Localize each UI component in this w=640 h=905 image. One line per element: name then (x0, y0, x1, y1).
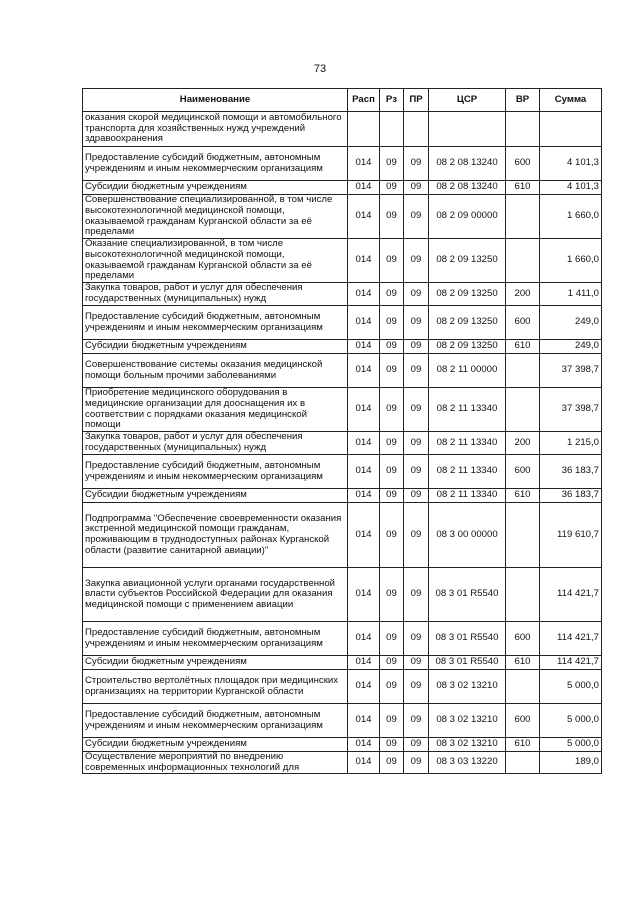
row-csr: 08 3 01 R5540 (429, 568, 506, 622)
row-csr: 08 2 11 13340 (429, 388, 506, 432)
row-pr: 09 (404, 181, 429, 195)
table-row (83, 455, 602, 489)
row-vr (506, 388, 540, 432)
row-vr: 600 (506, 704, 540, 738)
row-csr: 08 2 08 13240 (429, 147, 506, 181)
row-rasp: 014 (348, 306, 380, 340)
row-name: Закупка авиационной услуги органами государственной власти субъектов Российской Федерации для оказания медицинской помощи с применением авиации (83, 568, 348, 622)
row-vr: 610 (506, 738, 540, 752)
table-row (83, 283, 602, 306)
row-rasp: 014 (348, 239, 380, 283)
row-csr: 08 2 09 13250 (429, 239, 506, 283)
row-rasp: 014 (348, 283, 380, 306)
row-csr: 08 2 11 00000 (429, 354, 506, 388)
row-sum: 114 421,7 (540, 656, 602, 670)
row-rasp: 014 (348, 503, 380, 568)
row-rz: 09 (380, 283, 404, 306)
row-rasp: 014 (348, 340, 380, 354)
row-rasp: 014 (348, 354, 380, 388)
row-pr: 09 (404, 656, 429, 670)
row-csr: 08 2 09 00000 (429, 195, 506, 239)
row-rz: 09 (380, 306, 404, 340)
row-pr: 09 (404, 670, 429, 704)
row-vr: 600 (506, 147, 540, 181)
row-pr (404, 112, 429, 147)
row-rasp: 014 (348, 738, 380, 752)
row-pr: 09 (404, 147, 429, 181)
table-header-row (83, 89, 602, 112)
row-csr: 08 2 09 13250 (429, 340, 506, 354)
row-rasp: 014 (348, 455, 380, 489)
table-row (83, 670, 602, 704)
row-vr: 610 (506, 489, 540, 503)
row-rz (380, 112, 404, 147)
row-vr (506, 354, 540, 388)
row-vr: 200 (506, 283, 540, 306)
row-vr (506, 568, 540, 622)
row-sum: 1 411,0 (540, 283, 602, 306)
row-pr: 09 (404, 195, 429, 239)
row-rz: 09 (380, 388, 404, 432)
row-sum: 5 000,0 (540, 738, 602, 752)
row-name: Закупка товаров, работ и услуг для обеспечения государственных (муниципальных) нужд (83, 432, 348, 455)
row-csr: 08 2 09 13250 (429, 283, 506, 306)
row-name: оказания скорой медицинской помощи и автомобильного транспорта для хозяйственных нужд учреждений здравоохранения (83, 112, 348, 147)
row-name: Субсидии бюджетным учреждениям (83, 656, 348, 670)
column-header-name: Наименование (83, 89, 348, 112)
column-header-pr: ПР (404, 89, 429, 112)
row-csr: 08 3 02 13210 (429, 670, 506, 704)
row-rz: 09 (380, 622, 404, 656)
row-csr: 08 3 01 R5540 (429, 656, 506, 670)
row-rasp: 014 (348, 195, 380, 239)
table-row (83, 306, 602, 340)
row-pr: 09 (404, 455, 429, 489)
row-csr: 08 3 00 00000 (429, 503, 506, 568)
row-sum: 1 660,0 (540, 195, 602, 239)
row-rz: 09 (380, 432, 404, 455)
row-sum (540, 112, 602, 147)
row-sum: 5 000,0 (540, 704, 602, 738)
row-csr: 08 2 11 13340 (429, 489, 506, 503)
table-row (83, 147, 602, 181)
row-pr: 09 (404, 622, 429, 656)
table-row (83, 195, 602, 239)
row-vr: 610 (506, 340, 540, 354)
table-row (83, 503, 602, 568)
row-rz: 09 (380, 195, 404, 239)
row-rasp (348, 112, 380, 147)
row-vr: 610 (506, 656, 540, 670)
row-rasp: 014 (348, 752, 380, 774)
row-name: Субсидии бюджетным учреждениям (83, 340, 348, 354)
table-row (83, 704, 602, 738)
row-csr: 08 3 02 13210 (429, 704, 506, 738)
row-rz: 09 (380, 181, 404, 195)
row-csr: 08 2 09 13250 (429, 306, 506, 340)
row-vr (506, 752, 540, 774)
row-sum: 36 183,7 (540, 489, 602, 503)
row-pr: 09 (404, 503, 429, 568)
row-csr (429, 112, 506, 147)
row-name: Оказание специализированной, в том числе высокотехнологичной медицинской помощи, оказываемой гражданам Курганской области за её пределами (83, 239, 348, 283)
row-sum: 4 101,3 (540, 181, 602, 195)
row-vr: 200 (506, 432, 540, 455)
row-pr: 09 (404, 388, 429, 432)
row-sum: 114 421,7 (540, 568, 602, 622)
row-rz: 09 (380, 455, 404, 489)
row-sum: 37 398,7 (540, 354, 602, 388)
row-pr: 09 (404, 354, 429, 388)
table-row (83, 622, 602, 656)
row-name: Субсидии бюджетным учреждениям (83, 738, 348, 752)
row-sum: 1 660,0 (540, 239, 602, 283)
row-rz: 09 (380, 704, 404, 738)
row-sum: 37 398,7 (540, 388, 602, 432)
row-pr: 09 (404, 568, 429, 622)
row-pr: 09 (404, 283, 429, 306)
row-vr: 600 (506, 622, 540, 656)
row-csr: 08 2 11 13340 (429, 455, 506, 489)
row-name: Предоставление субсидий бюджетным, автономным учреждениям и иным некоммерческим организациям (83, 704, 348, 738)
row-sum: 189,0 (540, 752, 602, 774)
row-rz: 09 (380, 340, 404, 354)
row-name: Предоставление субсидий бюджетным, автономным учреждениям и иным некоммерческим организациям (83, 455, 348, 489)
row-pr: 09 (404, 306, 429, 340)
row-pr: 09 (404, 489, 429, 503)
row-sum: 249,0 (540, 340, 602, 354)
row-name: Строительство вертолётных площадок при медицинских организациях на территории Курганской области (83, 670, 348, 704)
row-pr: 09 (404, 340, 429, 354)
row-pr: 09 (404, 704, 429, 738)
row-rasp: 014 (348, 489, 380, 503)
row-rasp: 014 (348, 670, 380, 704)
table-row (83, 340, 602, 354)
table-row (83, 112, 602, 147)
budget-table (82, 88, 602, 774)
row-sum: 4 101,3 (540, 147, 602, 181)
row-sum: 36 183,7 (540, 455, 602, 489)
table-row (83, 388, 602, 432)
row-name: Предоставление субсидий бюджетным, автономным учреждениям и иным некоммерческим организациям (83, 622, 348, 656)
table-row (83, 354, 602, 388)
row-sum: 1 215,0 (540, 432, 602, 455)
row-vr (506, 195, 540, 239)
row-rasp: 014 (348, 181, 380, 195)
row-pr: 09 (404, 432, 429, 455)
row-pr: 09 (404, 239, 429, 283)
row-name: Предоставление субсидий бюджетным, автономным учреждениям и иным некоммерческим организациям (83, 147, 348, 181)
row-rz: 09 (380, 489, 404, 503)
row-rasp: 014 (348, 622, 380, 656)
row-rz: 09 (380, 503, 404, 568)
column-header-csr: ЦСР (429, 89, 506, 112)
table-row (83, 181, 602, 195)
column-header-rasp: Расп (348, 89, 380, 112)
row-csr: 08 2 08 13240 (429, 181, 506, 195)
row-csr: 08 3 01 R5540 (429, 622, 506, 656)
row-rz: 09 (380, 354, 404, 388)
table-row (83, 752, 602, 774)
row-pr: 09 (404, 738, 429, 752)
column-header-sum: Сумма (540, 89, 602, 112)
row-rz: 09 (380, 656, 404, 670)
row-vr (506, 239, 540, 283)
row-name: Подпрограмма "Обеспечение своевременности оказания экстренной медицинской помощи гражданам, проживающим в труднодоступных районах Курганской области (развитие санитарной авиации)" (83, 503, 348, 568)
row-name: Совершенствование системы оказания медицинской помощи больным прочими заболеваниями (83, 354, 348, 388)
row-name: Предоставление субсидий бюджетным, автономным учреждениям и иным некоммерческим организациям (83, 306, 348, 340)
row-csr: 08 2 11 13340 (429, 432, 506, 455)
column-header-vr: ВР (506, 89, 540, 112)
row-name: Совершенствование специализированной, в том числе высокотехнологичной медицинской помощи, оказываемой гражданам Курганской области за её пределами (83, 195, 348, 239)
row-name: Осуществление мероприятий по внедрению современных информационных технологий для (83, 752, 348, 774)
row-vr (506, 503, 540, 568)
table-row (83, 568, 602, 622)
row-vr: 600 (506, 455, 540, 489)
row-rz: 09 (380, 670, 404, 704)
row-rasp: 014 (348, 656, 380, 670)
row-rasp: 014 (348, 388, 380, 432)
row-sum: 114 421,7 (540, 622, 602, 656)
row-sum: 119 610,7 (540, 503, 602, 568)
table-body (83, 112, 602, 774)
row-name: Субсидии бюджетным учреждениям (83, 489, 348, 503)
row-csr: 08 3 03 13220 (429, 752, 506, 774)
row-name: Приобретение медицинского оборудования в медицинские организации для дооснащения их в соответствии с порядками оказания медицинской помощи (83, 388, 348, 432)
column-header-rz: Рз (380, 89, 404, 112)
table-row (83, 432, 602, 455)
table-row (83, 239, 602, 283)
table-row (83, 656, 602, 670)
row-name: Закупка товаров, работ и услуг для обеспечения государственных (муниципальных) нужд (83, 283, 348, 306)
row-rasp: 014 (348, 432, 380, 455)
row-rz: 09 (380, 752, 404, 774)
row-csr: 08 3 02 13210 (429, 738, 506, 752)
row-vr (506, 112, 540, 147)
row-sum: 5 000,0 (540, 670, 602, 704)
row-rasp: 014 (348, 568, 380, 622)
page-number: 73 (313, 63, 327, 75)
row-name: Субсидии бюджетным учреждениям (83, 181, 348, 195)
row-rz: 09 (380, 738, 404, 752)
row-rasp: 014 (348, 704, 380, 738)
row-rasp: 014 (348, 147, 380, 181)
table-row (83, 489, 602, 503)
table-row (83, 738, 602, 752)
row-vr (506, 670, 540, 704)
row-rz: 09 (380, 147, 404, 181)
row-pr: 09 (404, 752, 429, 774)
row-sum: 249,0 (540, 306, 602, 340)
row-vr: 600 (506, 306, 540, 340)
row-rz: 09 (380, 568, 404, 622)
row-rz: 09 (380, 239, 404, 283)
row-vr: 610 (506, 181, 540, 195)
